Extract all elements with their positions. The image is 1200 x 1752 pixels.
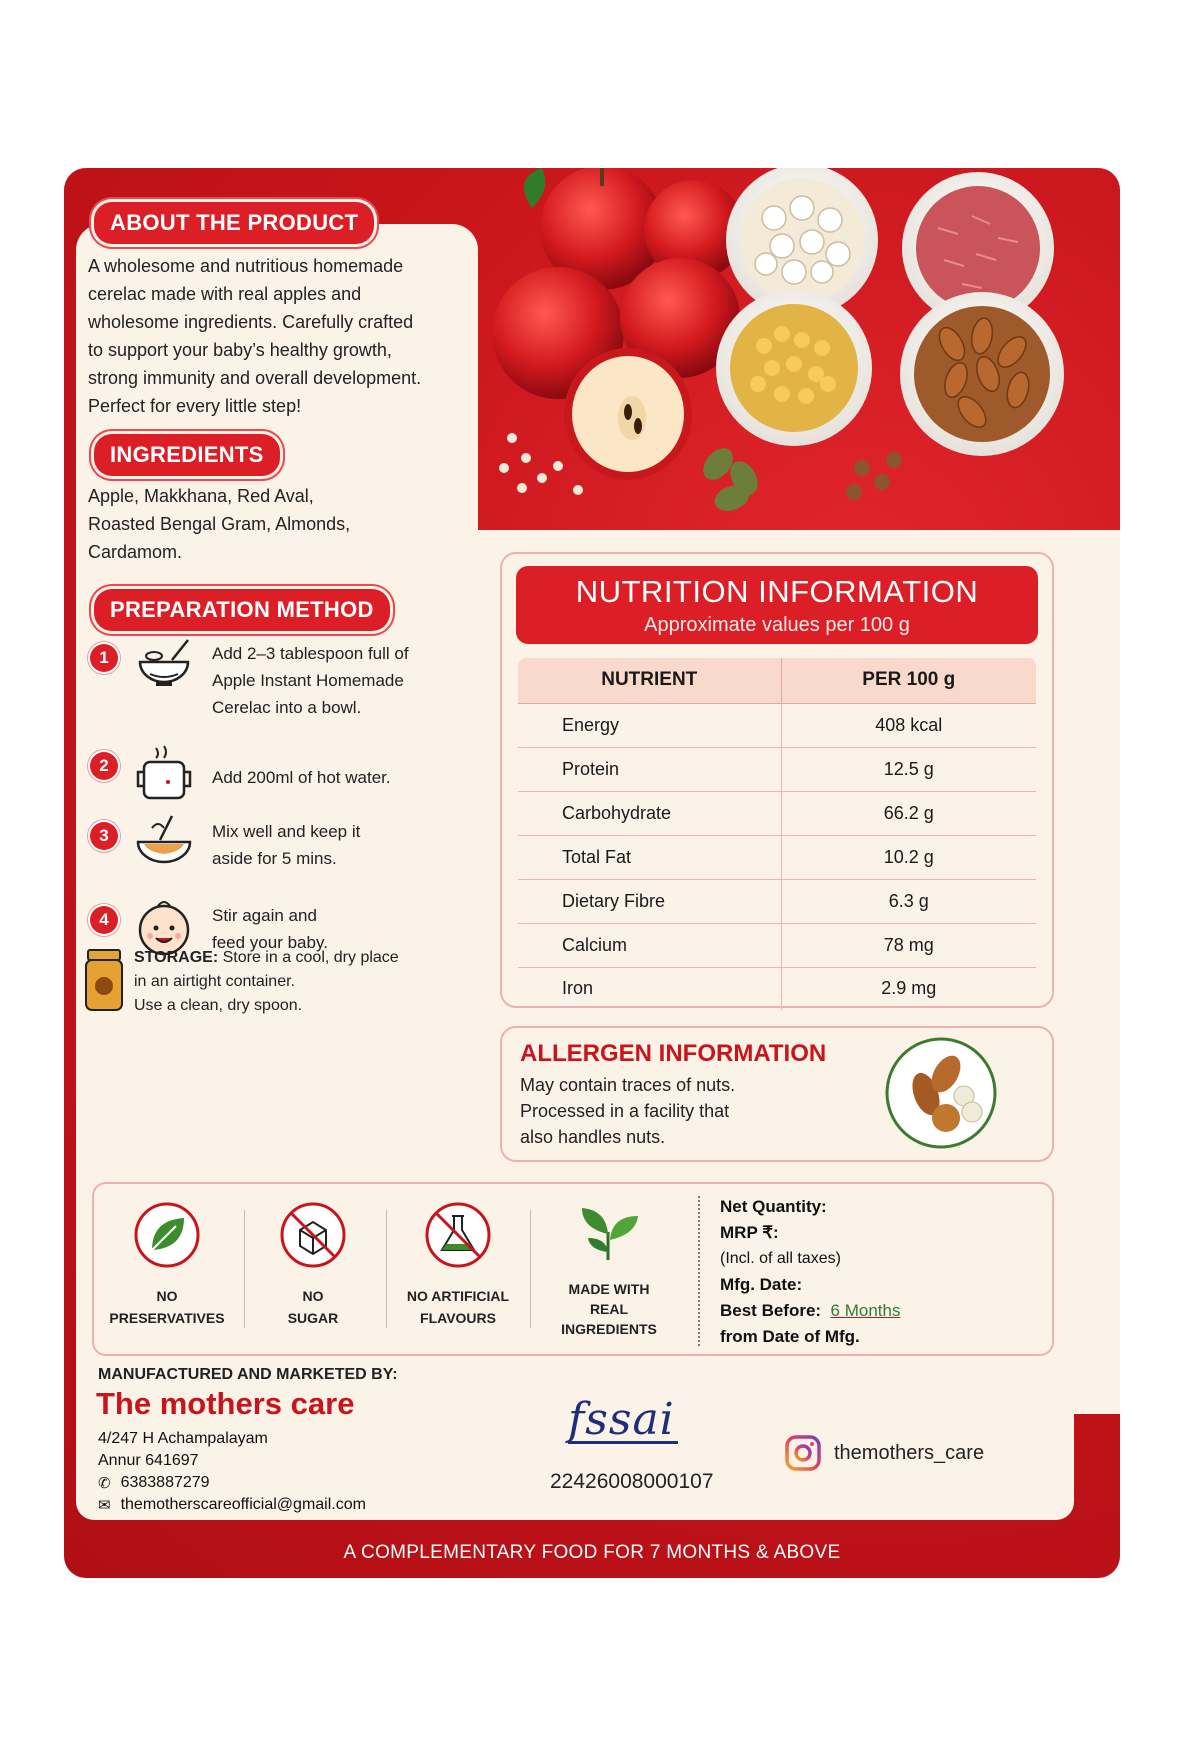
table-row: Total Fat 10.2 g [517, 835, 1037, 879]
preparation-heading: PREPARATION METHOD [94, 589, 390, 631]
fssai-number: 22426008000107 [550, 1470, 714, 1493]
bowl-spoon-icon [132, 634, 196, 698]
ingredients-text: Apple, Makkhana, Red Aval, Roasted Bengal Gram, Almonds, Cardamom. [88, 486, 351, 562]
dotted-divider [698, 1196, 700, 1346]
features-bar [92, 1182, 1054, 1356]
ingredients-heading: INGREDIENTS [94, 434, 280, 476]
divider [386, 1210, 387, 1328]
storage-text: STORAGE: Store in a cool, dry place in an airtight container. Use a clean, dry spoon. [134, 949, 399, 1014]
allergen-title: ALLERGEN INFORMATION [520, 1040, 827, 1067]
prep-step-1 [90, 644, 450, 724]
ingredients-photo [482, 168, 1120, 530]
step-number: 1 [90, 644, 118, 672]
no-sugar-icon [278, 1200, 348, 1270]
feature-no-preservatives: NO PRESERVATIVES [102, 1200, 232, 1329]
mail-icon: ✉ [98, 1497, 111, 1514]
address: 4/247 H Achampalayam Annur 641697 [98, 1430, 268, 1469]
step-text: Add 200ml of hot water. [212, 768, 391, 787]
nuts-icon [882, 1034, 1000, 1152]
table-row: Protein 12.5 g [517, 747, 1037, 791]
instagram-link[interactable]: themothers_care [784, 1434, 984, 1472]
footer-tagline: A COMPLEMENTARY FOOD FOR 7 MONTHS & ABOVE [343, 1542, 841, 1563]
nutrition-header [516, 566, 1038, 644]
table-row: Iron 2.9 mg [517, 967, 1037, 1011]
phone-contact[interactable]: ✆ 6383887279 [98, 1474, 210, 1492]
nutrition-title: NUTRITION INFORMATION [575, 574, 979, 609]
allergen-text: May contain traces of nuts. Processed in a facility that also handles nuts. [520, 1075, 736, 1147]
product-specs: Net Quantity: MRP ₹: (Incl. of all taxes) Mfg. Date: Best Before: 6 Months from Date of Mfg. [720, 1197, 901, 1346]
about-text: A wholesome and nutritious homemade cerelac made with real apples and wholesome ingredients. Carefully crafted to support your baby’s healthy growth, strong immunity and overall development. Perfect for every little step! [88, 256, 422, 416]
column-header-nutrient: NUTRIENT [517, 657, 781, 703]
leaf-badge-icon [132, 1200, 202, 1270]
fssai-logo: fssai [568, 1394, 678, 1444]
brand-name: The mothers care [96, 1386, 355, 1421]
allergen-box [500, 1026, 1054, 1162]
nutrition-subtitle: Approximate values per 100 g [644, 614, 910, 636]
nutrition-table [516, 656, 1038, 1012]
feature-real-ingredients: MADE WITH REAL INGREDIENTS [534, 1200, 684, 1339]
about-heading: ABOUT THE PRODUCT [94, 202, 374, 244]
feature-no-artificial-flavours: NO ARTIFICIAL FLAVOURS [388, 1200, 528, 1329]
table-row: Energy 408 kcal [517, 703, 1037, 747]
kettle-water-icon [132, 742, 196, 806]
divider [530, 1210, 531, 1328]
step-number: 4 [90, 906, 118, 934]
table-row: Calcium 78 mg [517, 923, 1037, 967]
column-header-per-100g: PER 100 g [781, 657, 1037, 703]
prep-step-3 [90, 822, 450, 902]
email-contact[interactable]: ✉ themotherscareofficial@gmail.com [98, 1496, 366, 1514]
nutrition-box [500, 552, 1054, 1008]
leaves-icon [574, 1200, 644, 1270]
table-row: Carbohydrate 66.2 g [517, 791, 1037, 835]
divider [244, 1210, 245, 1328]
step-number: 3 [90, 822, 118, 850]
step-text: Mix well and keep it aside for 5 mins. [212, 822, 361, 868]
product-label-card [64, 168, 1120, 1578]
phone-icon: ✆ [98, 1475, 111, 1492]
jar-icon [84, 948, 124, 1012]
flask-icon [423, 1200, 493, 1270]
mixing-bowl-icon [132, 812, 196, 876]
step-number: 2 [90, 752, 118, 780]
instagram-icon [784, 1434, 822, 1472]
step-text: Stir again and feed your baby. [212, 906, 328, 952]
manufacturer-label: MANUFACTURED AND MARKETED BY: [98, 1366, 398, 1383]
feature-no-sugar: NO SUGAR [248, 1200, 378, 1329]
step-text: Add 2–3 tablespoon full of Apple Instant Homemade Cerelac into a bowl. [212, 644, 409, 717]
table-row: Dietary Fibre 6.3 g [517, 879, 1037, 923]
